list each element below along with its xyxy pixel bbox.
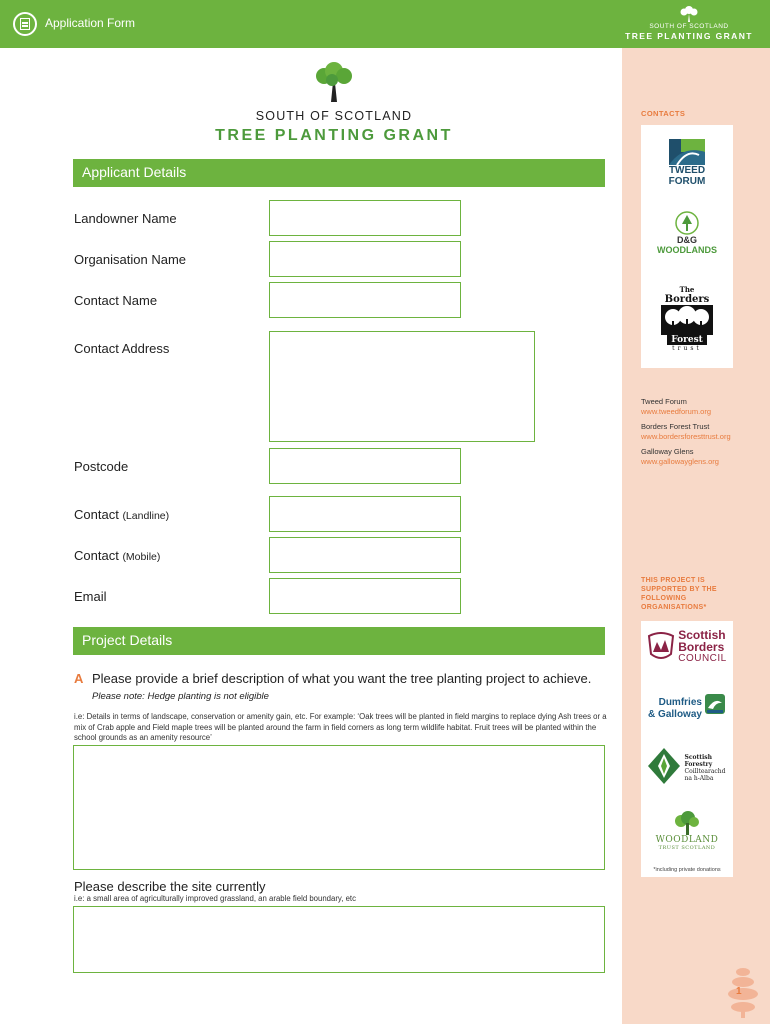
- scottish-borders-council-logo-line1: Scottish: [678, 628, 726, 642]
- contact-link[interactable]: www.bordersforesttrust.org: [641, 432, 731, 441]
- borders-forest-trust-trees-icon: [661, 305, 713, 335]
- contact-name-field[interactable]: [269, 282, 461, 318]
- contact-landline-label-text: Contact: [74, 507, 119, 522]
- scottish-borders-council-logo-line3: COUNCIL: [678, 653, 727, 664]
- contact-name: Galloway Glens: [641, 447, 694, 456]
- borders-forest-trust-logo-the: The: [679, 285, 695, 294]
- supported-by-title: THIS PROJECT IS SUPPORTED BY THE FOLLOWING ORGANISATIONS*: [641, 577, 717, 611]
- landowner-name-field[interactable]: [269, 200, 461, 236]
- scottish-borders-council-logo: [641, 629, 733, 664]
- woodland-trust-tree-icon: [673, 811, 701, 835]
- contact-mobile-label-suffix: (Mobile): [122, 551, 161, 563]
- page-number: 1: [736, 986, 742, 997]
- contact-entry: [641, 397, 711, 417]
- contact-name: Tweed Forum: [641, 397, 687, 406]
- contact-name: Borders Forest Trust: [641, 422, 710, 431]
- main-logo-line1: SOUTH OF SCOTLAND: [255, 109, 413, 123]
- contact-entry: [641, 422, 731, 442]
- dumfries-galloway-council-logo: [641, 687, 733, 721]
- organisation-name-field[interactable]: [269, 241, 461, 277]
- contact-landline-label: [74, 507, 169, 522]
- contact-address-label: Contact Address: [74, 341, 170, 356]
- dumfries-galloway-council-logo-line2: & Galloway: [648, 709, 702, 720]
- email-label: Email: [74, 589, 107, 604]
- borders-forest-trust-logo-forest: Forest: [667, 335, 707, 345]
- scottish-borders-council-crest-icon: [647, 632, 675, 662]
- scottish-forestry-logo-line4: na h-Alba: [684, 775, 714, 782]
- contact-mobile-label: [74, 548, 160, 563]
- borders-forest-trust-logo: [641, 285, 733, 352]
- woodland-trust-logo-line1: WOODLAND: [655, 835, 719, 845]
- site-description-label: Please describe the site currently: [74, 879, 266, 894]
- postcode-label: Postcode: [74, 459, 129, 474]
- question-a-note: Please note: Hedge planting is not eligible: [92, 691, 269, 702]
- woodland-trust-logo-line2: TRUST SCOTLAND: [658, 845, 716, 851]
- contacts-title: CONTACTS: [641, 109, 686, 118]
- email-field[interactable]: [269, 578, 461, 614]
- contact-link[interactable]: www.gallowayglens.org: [641, 457, 719, 466]
- decorative-tree-icon: [726, 966, 760, 1018]
- scottish-forestry-logo-line1: Scottish: [684, 754, 713, 761]
- site-description-field[interactable]: [73, 906, 605, 973]
- main-logo-line2: TREE PLANTING GRANT: [215, 127, 453, 144]
- woodland-trust-scotland-logo: [641, 811, 733, 851]
- postcode-field[interactable]: [269, 448, 461, 484]
- contact-mobile-label-text: Contact: [74, 548, 119, 563]
- site-description-hint: i.e: a small area of agriculturally improved grassland, an arable field boundary, etc: [74, 894, 356, 903]
- top-bar: [0, 0, 770, 48]
- question-a-hint: i.e: Details in terms of landscape, conservation or amenity gain, etc. For example: ‘Oak trees will be planted in field margins to replace dying Ash trees or a mix of Crab apple and Field maple trees will be planted around the farm in field corners as long term wildlife habitat. Fruit trees will be planted within the school grounds as an amenity resource’: [74, 712, 607, 742]
- landowner-name-label: Landowner Name: [74, 211, 177, 226]
- tree-logo-icon: [678, 6, 700, 22]
- tweed-forum-logo-line1: TWEED: [668, 165, 706, 176]
- contact-mobile-field[interactable]: [269, 537, 461, 573]
- section-project-details: Project Details: [73, 627, 605, 655]
- scottish-forestry-logo-line3: Coilltearachd: [684, 768, 726, 775]
- dg-woodlands-logo-line2: WOODLANDS: [657, 245, 717, 255]
- header-brand-line1: SOUTH OF SCOTLAND: [649, 23, 729, 30]
- dumfries-galloway-council-emblem-icon: [704, 693, 726, 715]
- question-a-text: [92, 671, 592, 705]
- contact-landline-field[interactable]: [269, 496, 461, 532]
- question-a-prompt: Please provide a brief description of what you want the tree planting project to achieve.: [92, 671, 592, 686]
- borders-forest-trust-logo-borders: Borders: [664, 294, 710, 305]
- tweed-forum-emblem-icon: [669, 139, 705, 165]
- app-title: Application Form: [45, 16, 136, 30]
- supporter-logos-card: [641, 621, 733, 877]
- header-brand-line2: TREE PLANTING GRANT: [625, 31, 753, 41]
- tweed-forum-logo: [641, 139, 733, 187]
- contact-name-label: Contact Name: [74, 293, 158, 308]
- header-brand-logo: [624, 6, 754, 41]
- contact-logos-card: [641, 125, 733, 368]
- tree-logo-icon: [312, 62, 356, 102]
- project-description-field[interactable]: [73, 745, 605, 870]
- contact-address-field[interactable]: [269, 331, 535, 442]
- question-a-letter: A: [74, 671, 84, 686]
- scottish-forestry-logo-line2: Forestry: [684, 761, 713, 768]
- dg-woodlands-leaf-icon: [675, 211, 699, 235]
- sidebar: [622, 48, 770, 1024]
- dumfries-galloway-council-logo-line1: Dumfries: [658, 697, 702, 708]
- tweed-forum-logo-line2: FORUM: [668, 176, 706, 187]
- scottish-forestry-logo: [641, 748, 733, 784]
- supporters-footnote: *including private donations: [653, 867, 721, 873]
- scottish-forestry-emblem-icon: [648, 748, 680, 784]
- dg-woodlands-logo: [641, 211, 733, 255]
- organisation-name-label: Organisation Name: [74, 252, 186, 267]
- section-applicant-details: Applicant Details: [73, 159, 605, 187]
- document-icon: [13, 12, 37, 36]
- main-logo: [200, 62, 468, 145]
- dg-woodlands-logo-line1: D&G: [677, 235, 697, 245]
- contact-link[interactable]: www.tweedforum.org: [641, 407, 712, 416]
- contact-entry: [641, 447, 719, 467]
- scottish-borders-council-logo-line2: Borders: [678, 640, 725, 654]
- borders-forest-trust-logo-trust: trust: [672, 345, 702, 352]
- contact-landline-label-suffix: (Landline): [122, 510, 170, 522]
